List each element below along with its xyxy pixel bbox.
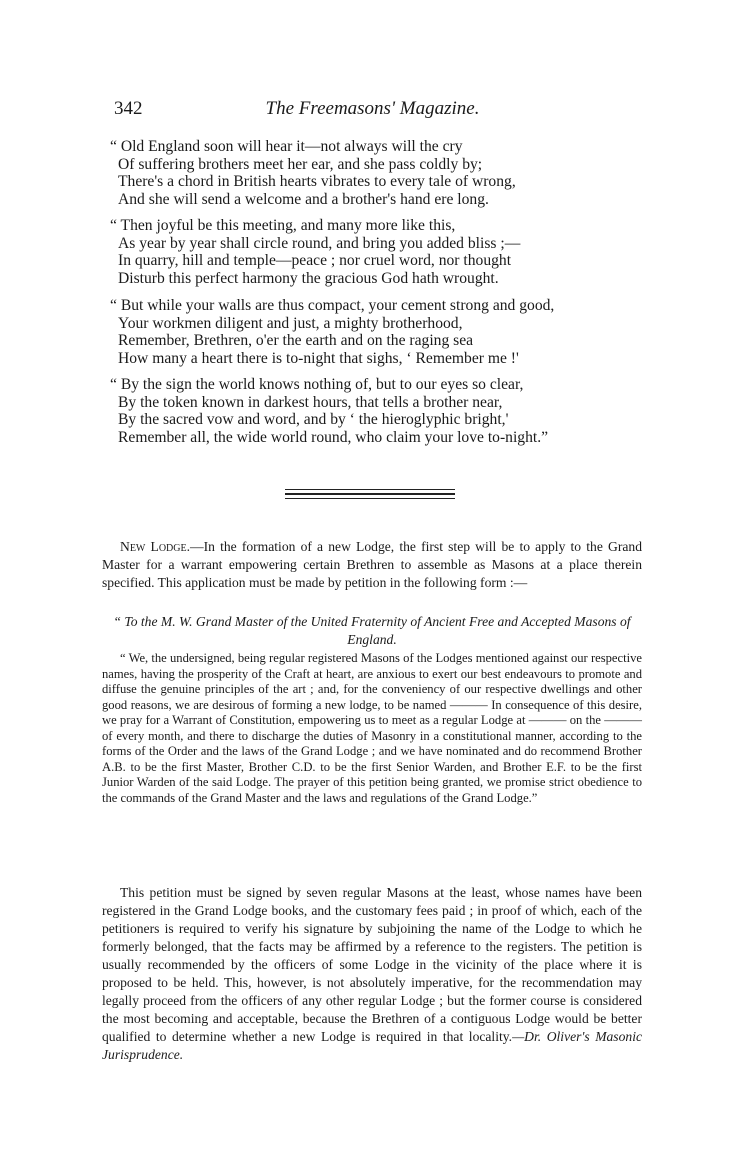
petition-text-block bbox=[102, 651, 642, 806]
intro-text: —In the formation of a new Lodge, the first step will be to apply to the Grand Master for a warrant empowering certain Brethren to assemble as Masons at a place therein specified. This application must be made by petition in the following form :— bbox=[102, 539, 642, 590]
running-title: The Freemasons' Magazine. bbox=[265, 98, 480, 119]
section-heading: New Lodge. bbox=[120, 539, 190, 554]
new-lodge-intro bbox=[102, 538, 642, 592]
closing-text: This petition must be signed by seven regular Masons at the least, whose names have been registered in the Grand Lodge books, and the customary fees paid ; in proof of which, each of the petitioners is required to verify his signature by subjoining the name of the Lodge to which he formerly belonged, that the facts may be affirmed by a reference to the registers. The petition is usually recommended by the officers of some Lodge in the vicinity of the place where it is proposed to be held. This, however, is not absolutely imperative, for the recommendation may legally proceed from the officers of any other regular Lodge ; but the former course is considered the most becoming and acceptable, because the Brethren of a contiguous Lodge would be better qualified to determine whether a new Lodge is required in that locality. bbox=[102, 885, 642, 1044]
poem-line: Remember all, the wide world round, who claim your love to-night.” bbox=[118, 428, 549, 446]
poem-line: How many a heart there is to-night that sighs, ‘ Remember me !' bbox=[118, 349, 519, 367]
page-number: 342 bbox=[114, 98, 143, 119]
petition-text: “ We, the undersigned, being regular registered Masons of the Lodges mentioned against our respective names, having the prosperity of the Craft at heart, are anxious to exert our best endeavours to promote and diffuse the genuine principles of the art ; and, for the conveniency of our respective dwellings and other good reasons, we are desirous of forming a new lodge, to be named ——— In consequence of this desire, we pray for a Warrant of Constitution, empowering us to meet as a regular Lodge at ——— on the ——— of every month, and there to discharge the duties of Masonry in a constitutional manner, according to the forms of the Order and the laws of the Grand Lodge ; and we have nominated and do recommend Brother A.B. to be the first Master, Brother C.D. to be the first Senior Warden, and Brother E.F. to be the first Junior Warden of the said Lodge. The prayer of this petition being granted, we promise strict obedience to the commands of the Grand Master and the laws and regulations of the Grand Lodge.” bbox=[102, 651, 642, 805]
poem-line: Remember, Brethren, o'er the earth and on the raging sea bbox=[118, 332, 474, 349]
poem-line: By the sacred vow and word, and by ‘ the hieroglyphic bright,' bbox=[118, 411, 509, 428]
poem-line: “ Then joyful be this meeting, and many more like this, bbox=[110, 217, 456, 234]
poem-line: Disturb this perfect harmony the gracious God hath wrought. bbox=[118, 269, 499, 287]
poem-line: “ Old England soon will hear it—not always will the cry bbox=[110, 138, 463, 155]
source-citation: —Dr. Oliver's Masonic Jurisprudence. bbox=[102, 1029, 643, 1062]
poem-line: “ By the sign the world knows nothing of, but to our eyes so clear, bbox=[110, 376, 524, 393]
poem-line: There's a chord in British hearts vibrates to every tale of wrong, bbox=[118, 173, 516, 190]
petition-address: “ To the M. W. Grand Master of the United Fraternity of Ancient Free and Accepted Masons of England. bbox=[113, 614, 631, 647]
poem-stanza-4 bbox=[110, 376, 634, 446]
section-divider bbox=[285, 489, 455, 502]
poem-stanza-2 bbox=[110, 217, 634, 287]
divider-line bbox=[285, 498, 455, 499]
poem-line: And she will send a welcome and a brother's hand ere long. bbox=[118, 190, 489, 208]
poem-line: Of suffering brothers meet her ear, and she pass coldly by; bbox=[118, 155, 483, 173]
page-header bbox=[114, 98, 631, 128]
poem-line: “ But while your walls are thus compact, your cement strong and good, bbox=[110, 297, 555, 314]
poem-line: Your workmen diligent and just, a mighty brotherhood, bbox=[118, 314, 463, 332]
poem-stanza-1 bbox=[110, 138, 634, 208]
poem-stanza-3 bbox=[110, 297, 634, 367]
poem-line: As year by year shall circle round, and bring you added bliss ;— bbox=[118, 234, 521, 252]
closing-paragraph bbox=[102, 884, 642, 1064]
poem-line: By the token known in darkest hours, that tells a brother near, bbox=[118, 393, 503, 411]
divider-line bbox=[285, 493, 455, 495]
divider-line bbox=[285, 489, 455, 490]
poem-line: In quarry, hill and temple—peace ; nor cruel word, nor thought bbox=[118, 252, 512, 269]
